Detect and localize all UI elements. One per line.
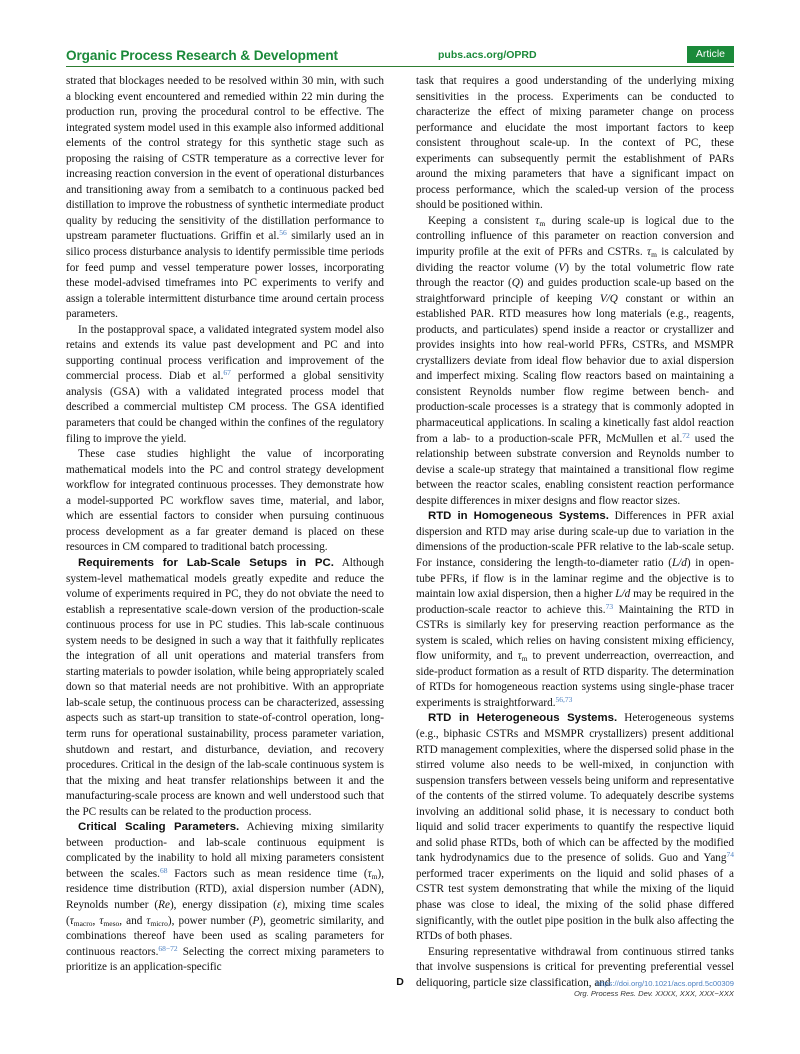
paragraph: In the postapproval space, a validated integrated system model also retains and extends its value past development and PC and into supporting continual process verification and improvement of the commercial process. Diab et al.$^{67}$ performed a global sensitivity analysis (GSA) with a validated integrated process model that described a commercial multistep CM process. The GSA identified parameters that could be changed within the confines of the regulatory filing to improve the yield. bbox=[66, 323, 385, 445]
section-heading: RTD in Homogeneous Systems. bbox=[428, 510, 609, 523]
journal-url[interactable]: pubs.acs.org/OPRD bbox=[438, 49, 537, 61]
paragraph: Critical Scaling Parameters. Achieving mixing similarity between production- and lab-scale continuous equipment is complicated by the inability to hold all mixing parameters consistent between the scales.$^{68}$ Factors such as mean residence time $(\tau_m)$, residence time distribution (RTD), axial dispersion number (ADN), Reynolds number (Re), energy dissipation (ε), mixing time scales ($\tau_{macro}$, $\tau_{meso}$, and $\tau_{micro}$), power number (P), geometric similarity, and combinations thereof have been used as scaling parameters for continuous reactors.$^{68-72}$ Selecting the correct mixing parameters to prioritize is an application-specific bbox=[66, 821, 384, 974]
page-number: D bbox=[396, 976, 404, 988]
footer-citation bbox=[574, 979, 734, 999]
citation-ref[interactable]: 73 bbox=[605, 601, 614, 611]
citation-ref[interactable]: 68 bbox=[159, 865, 168, 875]
left-column bbox=[66, 74, 384, 976]
doi-link[interactable]: https://doi.org/10.1021/acs.oprd.5c00309 bbox=[595, 979, 734, 988]
journal-title[interactable]: Organic Process Research & Development bbox=[66, 48, 338, 63]
article-type-badge: Article bbox=[687, 46, 734, 63]
paragraph: Ensuring representative withdrawal from continuous stirred tanks that involve suspensions is critical for preventing preferential vessel deliquoring, particle size classification, and bbox=[416, 945, 734, 989]
citation-ref[interactable]: 56 bbox=[279, 228, 287, 238]
citation-ref[interactable]: 74 bbox=[726, 850, 734, 860]
paragraph: Requirements for Lab-Scale Setups in PC. Although system-level mathematical models greatly expedite and reduce the volume of experiments required in PC, they do not obviate the need to establish a representative scale-down version of the production-scale continuous process for use in PC studies. This lab-scale continuous system needs to be designed in such a way that it faithfully replicates the integration of all unit operations and material transfers from starting materials to powder isolation, while being appropriately scaled down so that material needs are not prohibitive. With an appropriate lab-scale setup, the continuous process can be characterized, assessing aspects such as start-up transition to state-of-control operation, long-term runs for operational sustainability, process parameter variation, shutdown and restart, and disturbance, deviation, and recovery procedures. Critical in the design of the lab-scale continuous system is that the mixing and heat transfer relationships between it and the manufacturing-scale process are known and well understood such that the PC results can be related to the production process. bbox=[66, 556, 384, 818]
section-heading: Requirements for Lab-Scale Setups in PC. bbox=[78, 556, 334, 569]
paragraph: RTD in Homogeneous Systems. Differences in PFR axial dispersion and RTD may arise during scale-up due to variation in the dimensions of the production-scale PFR relative to the lab-scale setup. For instance, considering the length-to-diameter ratio (L/d) in open-tube PFRs, if flow is in the laminar regime and the objective is to maintain low axial dispersion, then a higher L/d may be required in the production-scale reactor to achieve this.$^{73}$ Maintaining the RTD in CSTRs is similarly key for preserving reaction performance as the system is scaled, which relies on having consistent mixing efficiency, flow uniformity, and $\tau_m$ to prevent underreaction, overreaction, and side-product formation as a result of RTD disparity. The determination of RTDs for homogeneous reaction systems using single-phase tracer experiments is straightforward.$^{56,73}$ bbox=[416, 510, 734, 709]
citation-ref[interactable]: 56,73 bbox=[555, 694, 573, 704]
paragraph: These case studies highlight the value of incorporating mathematical models into the PC and control strategy development workflow for integrated continuous processes. They demonstrate how a model-supported PC workflow saves time, material, and labor, which are essential factors to consider when pursuing continuous process development as a far greater demand is placed on these resources in CM compared to traditional batch processing. bbox=[66, 448, 384, 554]
right-column bbox=[416, 74, 734, 991]
paragraph: task that requires a good understanding of the underlying mixing sensitivities in the process. Experiments can be conducted to characterize the effect of mixing parameter change on process performance and elucidate the most important factors to keep consistent throughout scale-up. In the context of PC, these experiments can subsequently permit the establishment of PARs around the mixing parameters that have a significant impact on process performance, which the scaled-up version of the process should be positioned within. bbox=[416, 75, 734, 212]
paragraph: RTD in Heterogeneous Systems. Heterogeneous systems (e.g., biphasic CSTRs and MSMPR crystallizers) present additional RTD management complexities, where the dispersed solid phase in the stirred volume also needs to be well-mixed, in conjunction with suspension transfers between vessels being uniform and representative of the contents of the stirred volume. To adequately describe systems involving an additional solid phase, it is necessary to conduct both liquid and solid tracer experiments to quantify the respective liquid and solid phase RTDs, both of which can be affected by the modified tank hydrodynamics due to the presence of solids. Guo and Yang$^{74}$ performed tracer experiments on the liquid and solid phases of a CSTR test system demonstrating that while the mixing of the liquid phase was close to ideal, the mixing of the solid phase differed significantly, with the outlet pipe position in the bulk also affecting the RTDs of both phases. bbox=[416, 712, 734, 943]
citation-ref[interactable]: 72 bbox=[682, 430, 690, 440]
section-heading: Critical Scaling Parameters. bbox=[78, 821, 240, 834]
paragraph: Keeping a consistent $\tau_m$ during scale-up is logical due to the controlling influence of this parameter on reaction conversion and impurity profile at the exit of PFRs and CSTRs. $\tau_m$ is calculated by dividing the reactor volume (V) by the total volumetric flow rate through the reactor (Q) and guides production scale-up based on the straightforward principle of keeping V/Q constant or within an established PAR. RTD measures how long materials (e.g., reagents, products, and particulates) spend inside a reactor or crystallizer and provides insights into how real-world PFRs, CSTRs, and MSMPR crystallizers deviate from ideal flow behavior due to axial dispersion and imperfect mixing. Scaling flow reactors based on maintaining a consistent Reynolds number flow regime between bench- and production-scale processes is a strategy that is commonly adopted in pharmaceutical applications. In scaling a kinetically fast aldol reaction from a lab- to a production-scale PFR, McMullen et al.$^{72}$ used the relationship between substrate conversion and Reynolds number to devise a scale-up strategy that maintained a transitional flow regime between the reactor scales, enabling consistent reaction performance despite differences in mixer designs and flow reactor sizes. bbox=[416, 214, 734, 507]
citation-ref[interactable]: 68−72 bbox=[158, 943, 178, 953]
paragraph: strated that blockages needed to be resolved within 30 min, with such a blocking event encountered and remedied within 22 min during the production run, proving the procedural control to be effective. The integrated system model used in this example also informed additional elements of the control strategy for this synthetic stage such as proposing the raising of CSTR temperature as a corrective lever for increasing reaction conversion in the event of operational disturbances and transitioning away from a semibatch to a continuous packed bed distillation to improve the robustness of synthetic intermediate product quality by reducing the sensitivity of the distillation performance to upstream parameter fluctuations. Griffin et al.$^{56}$ similarly used an in silico process disturbance analysis to identify permissible time periods for feed pump and vessel temperature power losses, incorporating these model-advised timeframes into PC experiments to verify and assign a tolerable intermittent disturbance time around certain process parameters. bbox=[66, 75, 384, 321]
section-heading: RTD in Heterogeneous Systems. bbox=[428, 712, 618, 725]
page-header bbox=[66, 48, 734, 67]
journal-citation: Org. Process Res. Dev. XXXX, XXX, XXX−XXX bbox=[573, 989, 734, 998]
citation-ref[interactable]: 67 bbox=[223, 368, 231, 378]
